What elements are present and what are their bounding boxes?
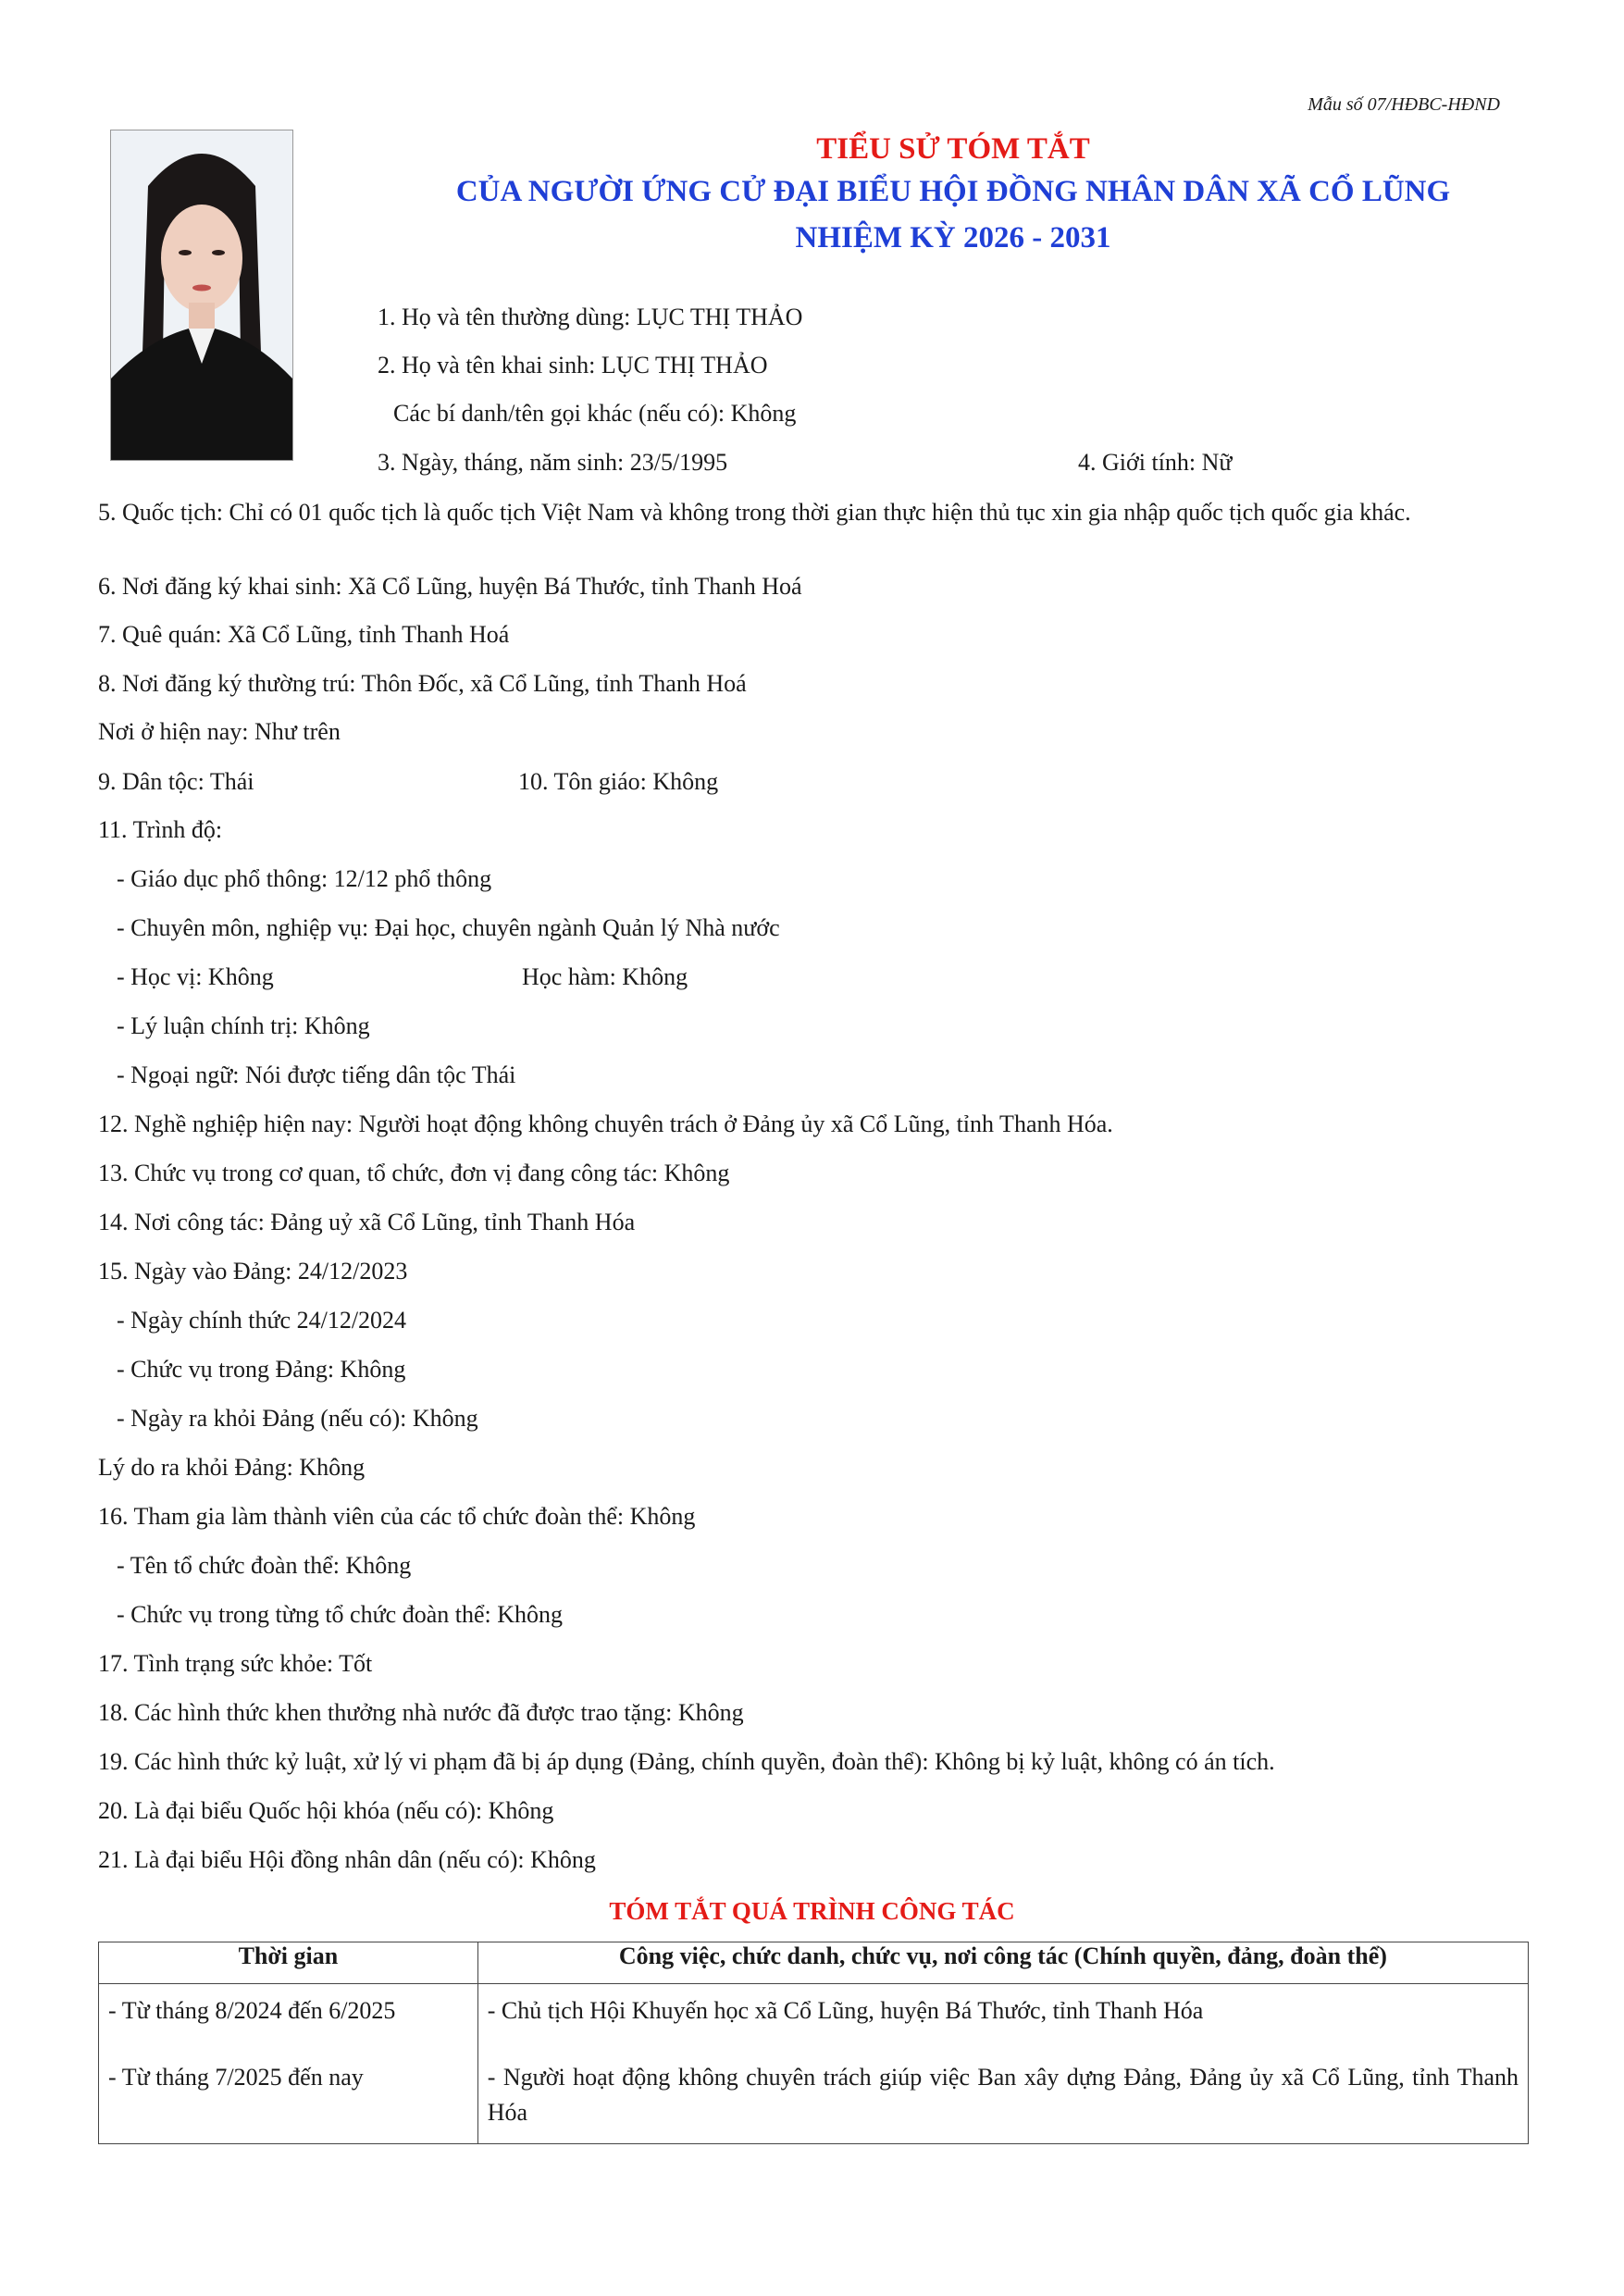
field-gender: 4. Giới tính: Nữ [1078, 449, 1233, 476]
field-birth-name: 2. Họ và tên khai sinh: LỤC THỊ THẢO [378, 352, 768, 379]
field-party-official-date: - Ngày chính thức 24/12/2024 [117, 1307, 407, 1334]
field-religion: 10. Tôn giáo: Không [518, 768, 719, 795]
column-header-time: Thời gian [99, 1942, 478, 1984]
field-profession: - Chuyên môn, nghiệp vụ: Đại học, chuyên ngành Quản lý Nhà nước [117, 914, 780, 941]
field-party-leave-date: - Ngày ra khỏi Đảng (nếu có): Không [117, 1405, 478, 1432]
field-permanent-residence: 8. Nơi đăng ký thường trú: Thôn Đốc, xã Cổ Lũng, tỉnh Thanh Hoá [98, 670, 747, 697]
time-cell [99, 1984, 478, 2144]
field-ethnicity: 9. Dân tộc: Thái [98, 768, 254, 795]
field-health: 17. Tình trạng sức khỏe: Tốt [98, 1650, 373, 1677]
field-degree: - Học vị: Không [117, 963, 274, 990]
portrait-photo [110, 130, 293, 461]
detail-entry: - Người hoạt động không chuyên trách giúp việc Ban xây dựng Đảng, Đảng ủy xã Cổ Lũng, tỉnh Thanh Hóa [487, 2064, 1519, 2126]
field-common-name: 1. Họ và tên thường dùng: LỤC THỊ THẢO [378, 304, 803, 330]
field-position: 13. Chức vụ trong cơ quan, tổ chức, đơn vị đang công tác: Không [98, 1160, 730, 1186]
form-code: Mẫu số 07/HĐBC-HĐND [1308, 94, 1500, 115]
field-organization-name: - Tên tổ chức đoàn thể: Không [117, 1552, 412, 1579]
field-occupation: 12. Nghề nghiệp hiện nay: Người hoạt động không chuyên trách ở Đảng ủy xã Cổ Lũng, tỉnh Thanh Hóa. [98, 1111, 1113, 1137]
field-nationality: 5. Quốc tịch: Chỉ có 01 quốc tịch là quốc tịch Việt Nam và không trong thời gian thực hiện thủ tục xin gia nhập quốc tịch quốc gia khác. [98, 499, 1411, 526]
table-row [99, 1984, 1529, 2144]
detail-entry: - Chủ tịch Hội Khuyến học xã Cổ Lũng, huyện Bá Thước, tỉnh Thanh Hóa [487, 1997, 1204, 2024]
field-education-heading: 11. Trình độ: [98, 816, 223, 843]
field-party-leave-reason: Lý do ra khỏi Đảng: Không [98, 1454, 366, 1481]
field-hometown: 7. Quê quán: Xã Cổ Lũng, tỉnh Thanh Hoá [98, 621, 510, 648]
field-national-assembly: 20. Là đại biểu Quốc hội khóa (nếu có): Không [98, 1797, 554, 1824]
field-general-education: - Giáo dục phổ thông: 12/12 phổ thông [117, 865, 492, 892]
field-party-position: - Chức vụ trong Đảng: Không [117, 1356, 406, 1383]
field-awards: 18. Các hình thức khen thưởng nhà nước đã được trao tặng: Không [98, 1699, 744, 1726]
document-term: NHIỆM KỲ 2026 - 2031 [795, 221, 1111, 254]
work-history-table [98, 1942, 1529, 2144]
field-current-residence: Nơi ở hiện nay: Như trên [98, 718, 341, 745]
field-academic-title: Học hàm: Không [522, 963, 688, 990]
document-title: TIỂU SỬ TÓM TẮT [816, 132, 1090, 166]
work-history-title: TÓM TẮT QUÁ TRÌNH CÔNG TÁC [609, 1897, 1015, 1925]
field-workplace: 14. Nơi công tác: Đảng uỷ xã Cổ Lũng, tỉnh Thanh Hóa [98, 1209, 636, 1235]
field-foreign-language: - Ngoại ngữ: Nói được tiếng dân tộc Thái [117, 1061, 516, 1088]
field-organization-position: - Chức vụ trong từng tổ chức đoàn thể: Không [117, 1601, 564, 1628]
field-organizations: 16. Tham gia làm thành viên của các tổ chức đoàn thể: Không [98, 1503, 696, 1530]
field-aliases: Các bí danh/tên gọi khác (nếu có): Không [393, 400, 797, 427]
document-subtitle: CỦA NGƯỜI ỨNG CỬ ĐẠI BIỂU HỘI ĐỒNG NHÂN DÂN XÃ CỔ LŨNG [455, 175, 1451, 208]
portrait-photo-icon [111, 130, 292, 460]
table-header-row [99, 1942, 1529, 1984]
field-birth-registration: 6. Nơi đăng ký khai sinh: Xã Cổ Lũng, huyện Bá Thước, tỉnh Thanh Hoá [98, 573, 802, 600]
column-header-detail: Công việc, chức danh, chức vụ, nơi công tác (Chính quyền, đảng, đoàn thể) [477, 1942, 1528, 1984]
field-peoples-council: 21. Là đại biểu Hội đồng nhân dân (nếu có): Không [98, 1846, 596, 1873]
field-discipline: 19. Các hình thức kỷ luật, xử lý vi phạm đã bị áp dụng (Đảng, chính quyền, đoàn thể): Không bị kỷ luật, không có án tích. [98, 1748, 1275, 1775]
field-date-of-birth: 3. Ngày, tháng, năm sinh: 23/5/1995 [378, 449, 728, 476]
time-entry: - Từ tháng 8/2024 đến 6/2025 [108, 1997, 396, 2024]
time-entry: - Từ tháng 7/2025 đến nay [108, 2064, 364, 2091]
detail-cell [477, 1984, 1528, 2144]
field-political-theory: - Lý luận chính trị: Không [117, 1012, 370, 1039]
field-party-join-date: 15. Ngày vào Đảng: 24/12/2023 [98, 1258, 408, 1285]
